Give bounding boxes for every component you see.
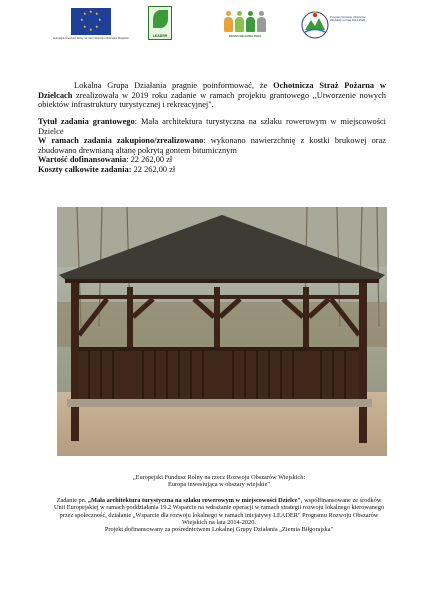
task-title-row (38, 117, 386, 136)
grant-value-amount: : 22 262,00 zł (126, 155, 173, 165)
intro-text-start: Lokalna Grupa Działania pragnie poinformować, że (74, 81, 274, 90)
grant-value-row (38, 155, 386, 165)
grant-value-label: Wartość dofinansowania (38, 155, 127, 165)
leader-logo (148, 6, 174, 40)
task-title-value: : Mała architektura turystyczna na szlaku rowerowym w miejscowości Dzielce (38, 117, 386, 136)
funding-notice (54, 497, 384, 533)
funding-notice-lgd: Projekt dofinansowany za pośrednictwem Lokalnej Grupy Działania „Ziemia Biłgorajska" (104, 526, 334, 534)
funding-notice-body: Zadanie pn. „Mała architektura turystyczna na szlaku rowerowym w miejscowości Dzielce", współfinansowane ze środków Unii Europejskiej w ramach poddziałania 19.2 Wsparcie na wdrażanie operacji w ramach strategii rozwoju lokalnego kierowanego przez społeczność, działanie „Wsparcie dla rozwoju lokalnego w ramach inicjatywy LEADER" Programu Rozwoju Obszarów Wiejskich na lata 2014-2020. (54, 497, 384, 526)
eu-caption: Europejski Fundusz Rolny na rzecz Rozwoju Obszarów Wiejskich (53, 37, 129, 40)
prow-emblem-icon (300, 8, 330, 42)
beneficiary-name: Ochotnicza Straż Pożarna w Dzielcach (38, 81, 386, 100)
fund-caption-line2: Europa inwestująca w obszary wiejskie" (168, 481, 270, 489)
eu-flag-icon: ★ ★ ★ ★ ★ ★ ★ ★ (71, 8, 111, 35)
eu-logo (52, 6, 130, 40)
task-scope-label: W ramach zadania zakupiono/zrealizowano (38, 136, 204, 146)
lgd-caption: ZIEMIA BIŁGORAJSKA (228, 34, 262, 38)
intro-text-end: zrealizowała w 2019 roku zadanie w ramach projektu grantowego ,,Utworzenie nowych obiektów infrastruktury turystycznej i rekreacyjnej". (38, 90, 386, 110)
task-scope-value: : wykonano nawierzchnię z kostki brukowej oraz zbudowano drewnianą altanę pokrytą gontem bitumicznym (38, 136, 387, 155)
leader-leaf-icon (153, 10, 168, 28)
task-title-label: Tytuł zadania grantowego (38, 117, 135, 126)
lgd-logo (222, 6, 268, 38)
fund-caption (54, 474, 384, 489)
people-group-icon (222, 11, 268, 33)
gazebo-photo (57, 207, 387, 456)
task-name: „Mała architektura turystyczna na szlaku rowerowym w miejscowości Dzielce" (87, 497, 301, 504)
intro-paragraph (38, 81, 386, 110)
prow-caption: Program Rozwoju Obszarów Wiejskich na lata 2014-2020 (330, 15, 366, 23)
fund-caption-line1: „Europejski Fundusz Rolny na rzecz Rozwoju Obszarów Wiejskich: (132, 474, 306, 481)
total-cost-row (38, 165, 386, 175)
logo-bar (52, 6, 372, 50)
leader-label: LEADER (152, 34, 168, 38)
total-cost-label: Koszty całkowite zadania: (38, 164, 132, 174)
task-details (38, 117, 386, 175)
total-cost-amount: 22 262,00 zł (131, 164, 176, 174)
task-scope-row (38, 136, 386, 155)
